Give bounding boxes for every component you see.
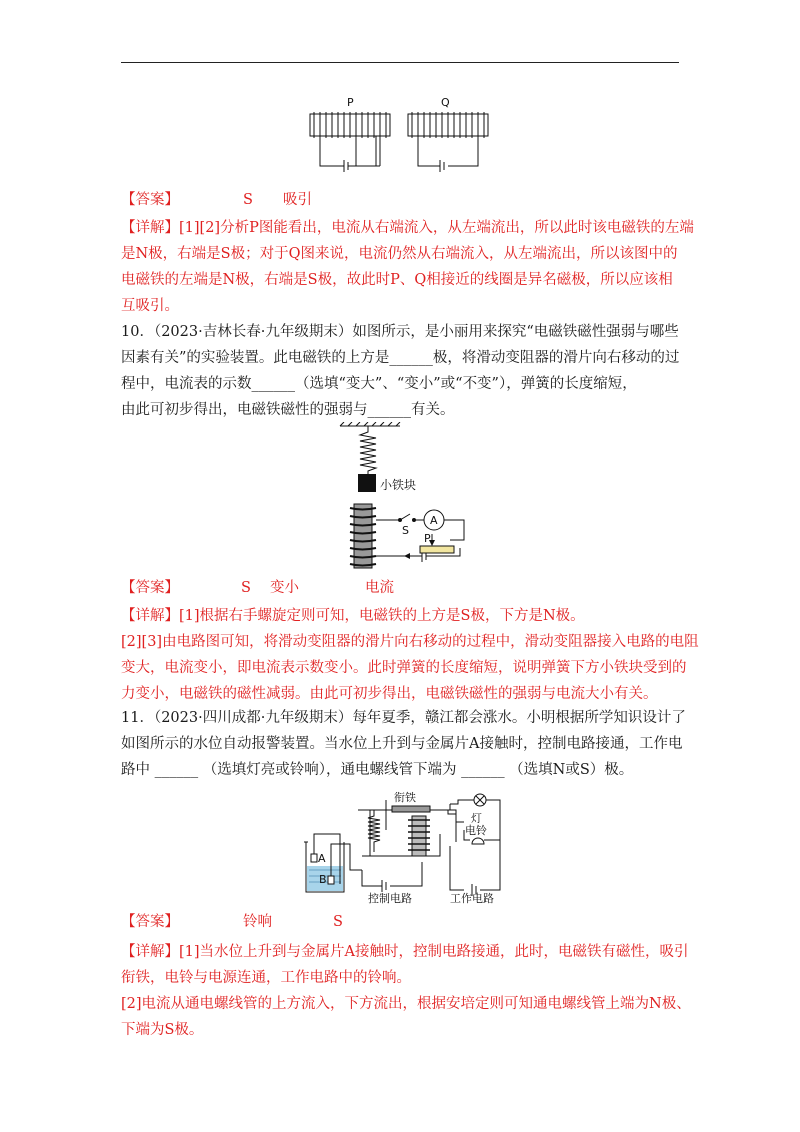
ammeter-label: A [430, 514, 438, 527]
answer-1: 铃响 [243, 914, 272, 930]
q10-electromagnet-figure [320, 422, 480, 572]
control-circuit-label: 控制电路 [368, 892, 412, 905]
q11-explain-4: 下端为S极。 [121, 1022, 204, 1038]
answer-label: 【答案】 [121, 914, 179, 930]
q10-explain-4: 力变小，电磁铁的磁性减弱。由此可初步得出，电磁铁磁性的强弱与电流大小有关。 [121, 686, 658, 702]
q11-answer-row [121, 912, 686, 932]
answer-label: 【答案】 [121, 192, 179, 208]
answer-2: S [333, 914, 343, 930]
answer-1: S [241, 580, 251, 596]
label-p: P [347, 96, 354, 109]
bell-label: 电铃 [465, 824, 487, 837]
q11-line-3: 路中 ______ （选填灯亮或铃响），通电螺线管下端为 ______ （选填N或S）极。 [121, 762, 634, 778]
q10-explain-1: 【详解】[1]根据右手螺旋定则可知，电磁铁的上方是S极，下方是N极。 [121, 608, 585, 624]
q10-explain-3: 变大，电流变小，即电流表示数变小。此时弹簧的长度缩短，说明弹簧下方小铁块受到的 [121, 660, 687, 676]
metal-b-label: B [319, 873, 327, 886]
q9-explain-3: 电磁铁的左端是N极，右端是S极，故此时P、Q相接近的线圈是异名磁极，所以应该相 [121, 272, 673, 288]
q11-water-alarm-figure [300, 786, 510, 906]
armature-label: 衔铁 [394, 791, 416, 804]
answer-2: 变小 [270, 580, 299, 596]
work-circuit-label: 工作电路 [450, 892, 494, 905]
q11-explain-3: [2]电流从通电螺线管的上方流入，下方流出，根据安培定则可知通电螺线管上端为N极、 [121, 996, 691, 1012]
q10-line-1: 10．（2023·吉林长春·九年级期末）如图所示，是小丽用来探究“电磁铁磁性强弱与哪些 [121, 324, 679, 340]
answer-2: 吸引 [283, 192, 312, 208]
label-q: Q [441, 96, 450, 109]
answer-1: S [243, 192, 253, 208]
header-rule [121, 62, 679, 63]
pq-electromagnets-figure [300, 92, 500, 184]
metal-a-label: A [318, 852, 326, 865]
q11-line-2: 如图所示的水位自动报警装置。当水位上升到与金属片A接触时，控制电路接通，工作电 [121, 736, 683, 752]
q10-explain-2: [2][3]由电路图可知，将滑动变阻器的滑片向右移动的过程中，滑动变阻器接入电路的电阻 [121, 634, 699, 650]
q9-answer-row [121, 190, 686, 210]
q10-answer-row [121, 578, 686, 598]
q10-line-2: 因素有关”的实验装置。此电磁铁的上方是______极，将滑动变阻器的滑片向右移动的过 [121, 350, 680, 366]
answer-label: 【答案】 [121, 580, 179, 596]
q10-line-4: 由此可初步得出，电磁铁磁性的强弱与______有关。 [121, 402, 455, 418]
slider-label: P [424, 532, 431, 545]
q11-explain-1: 【详解】[1]当水位上升到与金属片A接触时，控制电路接通，此时，电磁铁有磁性，吸引 [121, 944, 689, 960]
answer-3: 电流 [365, 580, 394, 596]
iron-block-label: 小铁块 [380, 478, 417, 492]
q9-explain-2: 是N极，右端是S极；对于Q图来说，电流仍然从右端流入，从左端流出，所以该图中的 [121, 246, 678, 262]
q11-explain-2: 衔铁，电铃与电源连通，工作电路中的铃响。 [121, 970, 411, 986]
q10-line-3: 程中，电流表的示数______（选填“变大”、“变小”或“不变”），弹簧的长度缩短， [121, 376, 637, 392]
lamp-label: 灯 [471, 812, 482, 825]
q11-line-1: 11．（2023·四川成都·九年级期末）每年夏季，赣江都会涨水。小明根据所学知识设计了 [121, 710, 686, 726]
q9-explain-1: 【详解】[1][2]分析P图能看出，电流从右端流入，从左端流出，所以此时该电磁铁的左端 [121, 220, 694, 236]
switch-label: S [402, 524, 409, 537]
q9-explain-4: 互吸引。 [121, 298, 179, 314]
